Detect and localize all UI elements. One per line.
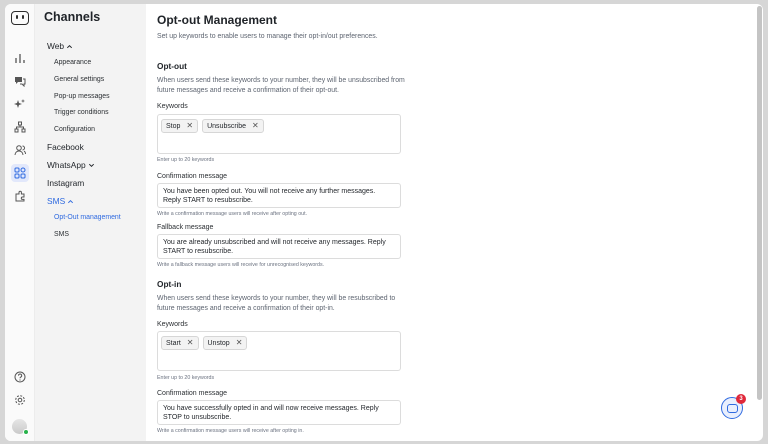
sidebar-item-label: Web bbox=[47, 41, 65, 51]
chevron-up-icon bbox=[66, 43, 73, 50]
sidebar-item-popup-messages[interactable]: Pop-up messages bbox=[54, 93, 110, 100]
notification-badge: 3 bbox=[736, 394, 746, 404]
sidebar-item-instagram[interactable]: Instagram bbox=[47, 178, 85, 188]
app-window bbox=[5, 4, 763, 441]
page-title: Opt-out Management bbox=[157, 13, 277, 27]
sidebar-item-label: SMS bbox=[47, 196, 66, 206]
optout-fallback-value: You are already unsubscribed and will not receive any messages. Reply START to resubscribe. bbox=[163, 239, 386, 256]
help-icon[interactable] bbox=[11, 368, 29, 386]
optin-confirmation-hint: Write a confirmation message users will receive after opting in. bbox=[157, 428, 304, 434]
optin-confirmation-value: You have successfully opted in and will now receive messages. Reply STOP to unsubscribe. bbox=[163, 405, 379, 422]
chat-launcher-button[interactable] bbox=[721, 397, 743, 419]
analytics-icon[interactable] bbox=[11, 49, 29, 67]
optout-fallback-input[interactable] bbox=[157, 234, 401, 259]
optout-confirmation-hint: Write a confirmation message users will receive after opting out. bbox=[157, 211, 308, 217]
keyword-chip bbox=[161, 119, 198, 133]
online-status-dot bbox=[23, 429, 29, 435]
optin-heading: Opt-in bbox=[157, 279, 182, 289]
icon-rail bbox=[5, 4, 35, 441]
scrollbar[interactable] bbox=[757, 6, 762, 400]
page-description: Set up keywords to enable users to manage their opt-in/out preferences. bbox=[157, 33, 378, 40]
sidebar-item-label: WhatsApp bbox=[47, 160, 86, 170]
optin-description: When users send these keywords to your number, they will be resubscribed to future messages and receive a confirmation of their opt-in. bbox=[157, 295, 396, 312]
optout-description: When users send these keywords to your number, they will be unsubscribed from future messages and receive a confirmation of their opt-out. bbox=[157, 77, 405, 94]
optout-fallback-label: Fallback message bbox=[157, 224, 214, 231]
sidebar-item-sms[interactable] bbox=[47, 196, 74, 206]
sidebar-item-trigger-conditions[interactable]: Trigger conditions bbox=[54, 109, 109, 116]
channels-sidebar bbox=[35, 4, 146, 441]
optout-heading: Opt-out bbox=[157, 61, 187, 71]
sidebar-item-general-settings[interactable]: General settings bbox=[54, 76, 105, 83]
optout-keywords-label: Keywords bbox=[157, 103, 188, 110]
logo-icon[interactable] bbox=[11, 11, 29, 25]
sidebar-item-sms-sub[interactable]: SMS bbox=[54, 231, 69, 238]
keyword-chip bbox=[203, 336, 248, 350]
settings-icon[interactable] bbox=[11, 391, 29, 409]
remove-chip-icon[interactable]: ✕ bbox=[186, 121, 194, 130]
integrations-icon[interactable] bbox=[11, 187, 29, 205]
sidebar-title: Channels bbox=[44, 10, 101, 24]
sidebar-item-configuration[interactable]: Configuration bbox=[54, 126, 95, 133]
sidebar-item-appearance[interactable]: Appearance bbox=[54, 59, 92, 66]
chip-label: Unsubscribe bbox=[207, 122, 247, 130]
optin-keywords-input[interactable] bbox=[157, 331, 401, 371]
sidebar-item-facebook[interactable]: Facebook bbox=[47, 142, 84, 152]
contacts-icon[interactable] bbox=[11, 141, 29, 159]
channels-icon[interactable] bbox=[11, 164, 29, 182]
chip-label: Stop bbox=[166, 122, 181, 130]
remove-chip-icon[interactable]: ✕ bbox=[235, 338, 243, 347]
flows-icon[interactable] bbox=[11, 118, 29, 136]
optin-confirmation-input[interactable] bbox=[157, 400, 401, 425]
optout-keywords-hint: Enter up to 20 keywords bbox=[157, 157, 215, 163]
main-content bbox=[146, 4, 755, 441]
keyword-chip bbox=[202, 119, 264, 133]
sidebar-item-whatsapp[interactable] bbox=[47, 160, 95, 170]
remove-chip-icon[interactable]: ✕ bbox=[252, 121, 259, 130]
avatar[interactable] bbox=[12, 419, 27, 434]
ai-sparkle-icon[interactable] bbox=[11, 95, 29, 113]
conversations-icon[interactable] bbox=[11, 72, 29, 90]
chip-label: Start bbox=[166, 339, 181, 347]
chevron-up-icon bbox=[67, 198, 74, 205]
sidebar-item-opt-out-management[interactable]: Opt-Out management bbox=[54, 214, 121, 221]
optin-keywords-hint: Enter up to 20 keywords bbox=[157, 375, 215, 381]
optout-confirmation-value: You have been opted out. You will not receive any further messages. Reply START to resubscribe. bbox=[163, 188, 376, 205]
optout-confirmation-input[interactable] bbox=[157, 183, 401, 208]
sidebar-item-web[interactable] bbox=[47, 41, 73, 51]
optin-keywords-label: Keywords bbox=[157, 321, 188, 328]
keyword-chip bbox=[161, 336, 199, 350]
chat-icon bbox=[727, 404, 738, 413]
chip-label: Unstop bbox=[207, 339, 230, 347]
chevron-down-icon bbox=[88, 162, 95, 169]
remove-chip-icon[interactable]: ✕ bbox=[186, 338, 194, 347]
optin-confirmation-label: Confirmation message bbox=[157, 390, 228, 397]
optout-keywords-input[interactable] bbox=[157, 114, 401, 154]
optout-fallback-hint: Write a fallback message users will receive for unrecognised keywords. bbox=[157, 262, 325, 268]
optout-confirmation-label: Confirmation message bbox=[157, 173, 228, 180]
